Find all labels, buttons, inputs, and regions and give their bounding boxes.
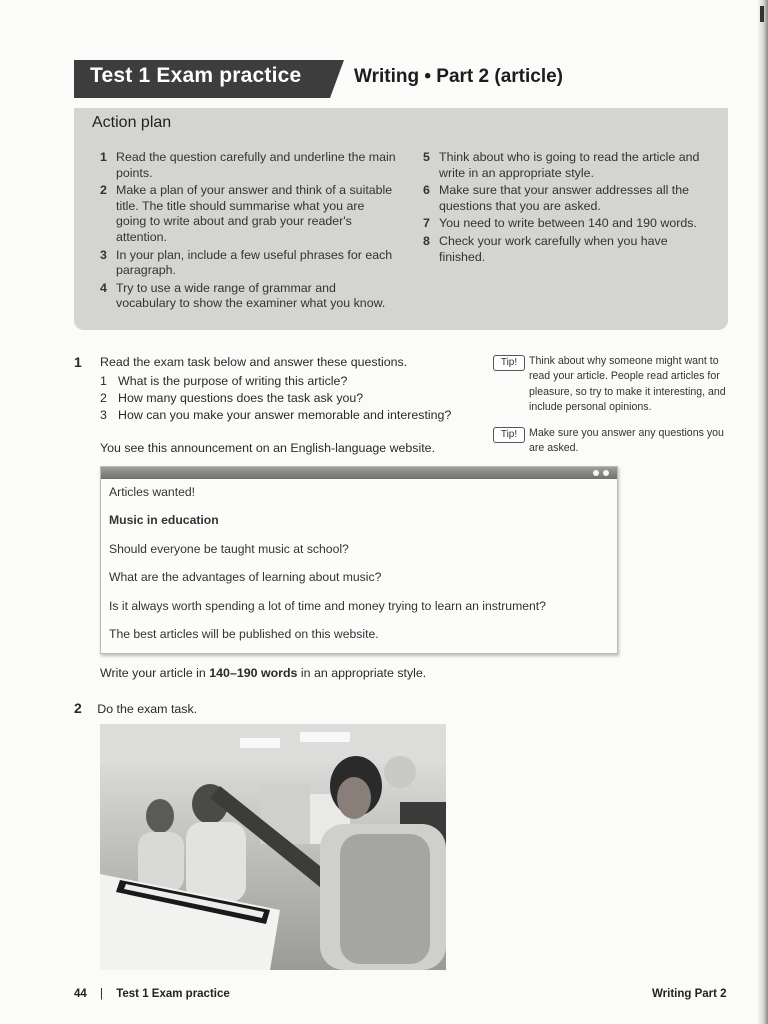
exercise-text: Do the exam task. [97,702,198,716]
step-text: In your plan, include a few useful phrases for each paragraph. [116,247,393,278]
website-line: Should everyone be taught music at school? [109,541,349,556]
tip-badge: Tip! [493,427,525,443]
step-number: 8 [423,233,430,248]
action-step [96,248,396,279]
action-plan-box [74,108,728,330]
exam-practice-banner [74,60,344,98]
edge-mark [760,6,764,22]
tip-1 [493,354,733,416]
website-line: The best articles will be published on this website. [109,626,379,641]
writing-instruction [100,666,426,680]
step-text: Try to use a wide range of grammar and vocabulary to show the examiner what you know. [116,280,386,311]
question-list [100,373,490,424]
question-number: 3 [100,408,107,422]
step-number: 2 [100,183,107,198]
question-text: How can you make your answer memorable and interesting? [118,408,452,422]
footer-separator: | [100,988,103,1000]
exercise-number: 2 [74,700,82,716]
exercise-intro: Read the exam task below and answer these questions. [100,355,408,369]
browser-bar [101,467,617,479]
tip-2 [493,426,733,457]
footer-left-label: Test 1 Exam practice [116,988,230,1000]
website-heading: Music in education [109,513,219,528]
step-text: Read the question carefully and underline the main points. [116,150,396,180]
website-line: Is it always worth spending a lot of time and money trying to learn an instrument? [109,598,546,613]
tip-text: Make sure you answer any questions you are asked. [529,427,724,455]
step-text: You need to write between 140 and 190 words. [439,216,697,231]
music-classroom-photo [100,724,446,970]
question-text: How many questions does the task ask you? [118,391,364,405]
exercise-number: 1 [74,354,82,370]
exercise-2 [74,700,197,716]
action-step [419,234,714,265]
action-step [96,150,396,181]
step-number: 6 [423,183,430,198]
announcement-text: You see this announcement on an English-language website. [100,441,436,455]
question-text: What is the purpose of writing this article? [118,374,348,388]
instruction-suffix: in an appropriate style. [297,666,427,680]
step-text: Think about who is going to read the article and write in an appropriate style. [439,150,700,180]
window-dot-icon [603,470,609,476]
question-number: 2 [100,391,107,405]
action-plan-title: Action plan [92,114,172,131]
instruction-word-count: 140–190 words [209,666,298,680]
step-number: 7 [423,216,430,231]
page-edge [756,0,768,1024]
section-title: Writing • Part 2 (article) [354,66,564,87]
action-plan-left-column [96,150,396,314]
tip-text: Think about why someone might want to read your article. People read articles for pleasure, so try to make it interesting, and include personal opinions. [529,355,726,414]
step-number: 3 [100,247,107,262]
page-number: 44 [74,988,87,1000]
action-step [419,216,714,232]
footer-left [74,988,230,1000]
footer-right-label: Writing Part 2 [652,988,727,1000]
step-number: 5 [423,150,430,164]
website-content [101,479,617,661]
action-step [96,183,396,245]
step-text: Check your work carefully when you have finished. [439,233,668,264]
website-line: Articles wanted! [109,485,196,499]
step-number: 4 [100,280,107,295]
action-step [419,183,714,214]
action-step [419,150,714,181]
question-item [100,373,490,390]
step-text: Make sure that your answer addresses all the questions that you are asked. [439,183,690,213]
step-text: Make a plan of your answer and think of a suitable title. The title should summarise what you are going to write about and grab your reader's attention. [116,183,393,244]
question-item [100,407,490,424]
action-step [96,281,396,312]
instruction-prefix: Write your article in [100,666,210,680]
banner-title: Test 1 Exam practice [90,64,302,87]
step-number: 1 [100,150,107,164]
action-plan-right-column [419,150,714,267]
website-announcement [100,466,618,654]
website-line: What are the advantages of learning about music? [109,570,382,585]
window-dot-icon [593,470,599,476]
question-number: 1 [100,374,107,388]
tip-badge: Tip! [493,355,525,371]
question-item [100,390,490,407]
